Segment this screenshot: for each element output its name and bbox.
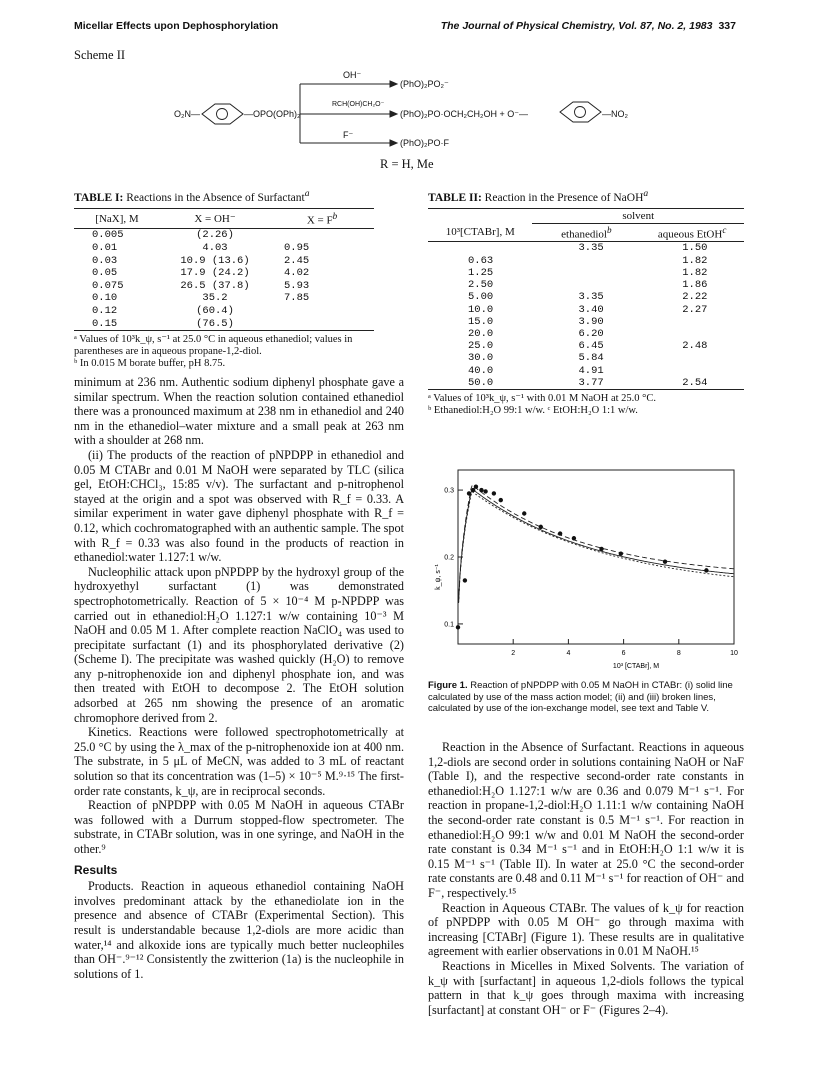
results-heading: Results	[74, 862, 118, 877]
x-tick-label: 10	[730, 650, 738, 657]
paragraph: minimum at 236 nm. Authentic sodium diphenyl phosphate gave a similar spectrum. When the reaction solution contained ethanediol there was a pronounced maximum at 238 nm in ethanediol and 240 nm in the ethanediol–water mixture and a small peak at 263 nm with a shoulder at 268 nm.	[74, 375, 404, 448]
table-2-header: 10³[CTABr], M	[445, 226, 515, 239]
table-row	[428, 316, 744, 328]
table-cell: 1.86	[682, 279, 708, 292]
page-number: 337	[718, 20, 736, 32]
figure-1-caption: Figure 1. Reaction of pNPDPP with 0.05 M NaOH in CTABr: (i) solid line calculated by use of the mass action model; (ii) and (iii) broken lines, calculated by use of the ion-exchange model, see text and Table V.	[428, 680, 733, 714]
table-cell: 0.15	[92, 317, 118, 330]
table-2-header: aqueous EtOH$^c$	[657, 224, 727, 241]
product-hydroxyethyl-ester: (PhO)₂PO·OCH₂CH₂OH + O⁻—	[400, 109, 528, 119]
scheme-r-definition: R = H, Me	[380, 157, 434, 171]
table-1-caption: TABLE I: Reactions in the Absence of Surfactant$^a$	[74, 188, 310, 204]
table-2-caption: TABLE II: Reaction in the Presence of NaOH$^a$	[428, 188, 649, 204]
paragraph: Reaction in the Absence of Surfactant. Reactions in aqueous 1,2-diols are second order in solutions containing NaOH or NaF (Table I), and the respective second-order rate constants in ethanediol:H₂O 1.127:1 w/w are 0.36 and 0.079 M⁻¹ s⁻¹. For reaction in propane-1,2-diol:H₂O 1.11:1 w/w containing NaOH the second-order rate constant is 0.5 M⁻¹ s⁻¹. For reaction in ethanediol:H₂O 99:1 w/w and 0.01 M NaOH the second-order rate constant is 0.34 M⁻¹ s⁻¹ and in EtOH:H₂O 1:1 w/w it is 0.15 M⁻¹ s⁻¹ (Table II). In water at 25.0 °C the second-order rate constants are 0.48 and 0.11 M⁻¹ s⁻¹ for reaction of OH⁻ and F⁻, respectively.¹⁵	[428, 740, 744, 900]
table-cell: 6.20	[578, 327, 604, 340]
table-cell: 7.85	[284, 292, 310, 305]
table-row	[74, 305, 374, 318]
table-cell: 2.48	[682, 340, 708, 353]
data-point	[663, 559, 667, 563]
table-cell: 15.0	[468, 315, 494, 328]
table-cell: 1.50	[682, 242, 708, 255]
table-cell: 35.2	[202, 292, 228, 305]
plot-frame	[458, 470, 734, 644]
diolate-reagent: RCH(OH)CH₂O⁻	[332, 101, 385, 108]
y-tick-label: 0.2	[444, 554, 454, 562]
table-row	[428, 377, 744, 390]
table-cell: 3.90	[578, 315, 604, 328]
table-2-footnote-b: ᵇ Ethanediol:H₂O 99:1 w/w. ᶜ EtOH:H₂O 1:1 w/w.	[428, 404, 638, 416]
table-cell	[640, 328, 744, 340]
table-cell: 0.10	[92, 292, 118, 305]
table-1-footnote-b: ᵇ In 0.015 M borate buffer, pH 8.75.	[74, 358, 226, 370]
table-cell: 40.0	[468, 364, 494, 377]
x-tick-label: 6	[621, 650, 626, 657]
table-cell: 50.0	[468, 376, 494, 389]
table-cell: 4.91	[578, 364, 604, 377]
paragraph: Products. Reaction in aqueous ethanediol containing NaOH involves predominant attack by the ethanediolate ion in the presence and absence of CTABr (Experimental Section). This result is understandable because 1,2-diols are more acidic than water,¹⁴ and alkoxide ions are typically much better nucleophiles than OH⁻.⁹⁻¹² Consistently the zwitterion (1a) is the nucleophile in solutions of 1.	[74, 879, 404, 981]
table-row	[428, 291, 744, 303]
fluoride-reagent: F⁻	[343, 130, 354, 140]
x-axis-label: 10³ [CTABr], M	[612, 663, 660, 670]
table-row	[428, 267, 744, 279]
table-2-solvent-header: solvent	[532, 208, 744, 223]
table-row	[74, 318, 374, 331]
table-cell: 1.25	[468, 266, 494, 279]
table-cell: 5.93	[284, 279, 310, 292]
table-row	[428, 279, 744, 291]
table-cell	[640, 352, 744, 364]
table-cell: 10.9 (13.6)	[180, 254, 250, 267]
table-cell: 0.075	[92, 279, 124, 292]
x-tick-label: 2	[511, 650, 516, 657]
table-cell: 1.82	[682, 254, 708, 267]
y-tick-label: 0.1	[444, 621, 454, 629]
product-nitrophenoxide-end: —NO₂	[602, 109, 628, 119]
table-row	[74, 229, 374, 242]
data-point	[479, 488, 483, 492]
table-cell: 10.0	[468, 303, 494, 316]
table-cell: (60.4)	[196, 305, 234, 318]
mass-action-model-curve	[459, 489, 734, 602]
data-point	[483, 489, 487, 493]
table-cell: 20.0	[468, 327, 494, 340]
table-cell: 25.0	[468, 340, 494, 353]
table-cell: 17.9 (24.2)	[180, 267, 250, 280]
left-column-text	[74, 375, 404, 981]
table-row	[428, 365, 744, 377]
data-point	[558, 531, 562, 535]
table-cell: 0.03	[92, 254, 118, 267]
table-cell: 0.005	[92, 229, 124, 242]
table-cell: 0.95	[284, 242, 310, 255]
table-cell: 5.84	[578, 352, 604, 365]
paragraph: Nucleophilic attack upon pNPDPP by the hydroxyl group of the hydroxyethyl surfactant (1) was demonstrated spectrophotometrically. Reaction of 5 × 10⁻⁴ M p-NPDPP was carried out in ethanediol:H₂O 1.127:1 w/w containing 10⁻³ M NaOH and 0.05 M 1. After complete reaction NaClO₄ was used to precipitate surfactant (1) and its phosphorylated derivative (2) (Scheme I). The precipitate was washed quickly (H₂O) to remove any p-nitrophenoxide ion and diphenyl phosphate ion, and was then treated with EtOH to decompose 2. The EtOH solution adsorbed at 265 nm showing the presence of an aromatic chromophore derived from 2.	[74, 564, 404, 725]
y-axis-label: k_ψ, s⁻¹	[435, 564, 442, 590]
data-point	[704, 568, 708, 572]
data-point	[467, 491, 471, 495]
table-cell: 3.40	[578, 303, 604, 316]
table-row	[428, 242, 744, 255]
table-row	[428, 352, 744, 364]
table-row	[74, 292, 374, 305]
paragraph: Reaction of pNPDPP with 0.05 M NaOH in aqueous CTABr was followed with a Durrum stopped-flow spectrometer. The substrate, in CTABr solution, was in one syringe, and NaOH in the other.⁹	[74, 798, 404, 856]
table-cell: 30.0	[468, 352, 494, 365]
data-point	[499, 498, 503, 502]
table-cell: 2.50	[468, 279, 494, 292]
table-row	[428, 255, 744, 267]
table-row	[74, 255, 374, 268]
table-cell: 26.5 (37.8)	[180, 279, 250, 292]
running-header-left: Micellar Effects upon Dephosphorylation	[74, 20, 279, 32]
paragraph: (ii) The products of the reaction of pNPDPP in ethanediol and 0.05 M CTABr and 0.01 M NaOH were separated by TLC (silica gel, EtOH:CHCl₃, 15:85 v/v). The surfactant and p-nitrophenol stayed at the origin and a spot was observed with R_f = 0.33. A similar experiment in water gave diphenyl phosphate with R_f = 0.12, which cochromatographed with an authentic sample. The spot with R_f = 0.33 was also found in the products of reaction in ethanediol:water 1.127:1 w/w.	[74, 447, 404, 565]
table-cell	[532, 267, 640, 279]
table-cell: 3.35	[578, 291, 604, 304]
product-fluorophosphate: (PhO)₂PO·F	[400, 138, 449, 148]
data-point	[539, 525, 543, 529]
table-row	[428, 328, 744, 340]
table-cell	[532, 255, 640, 267]
data-point	[599, 547, 603, 551]
paragraph: Reaction in Aqueous CTABr. The values of k_ψ for reaction of pNPDPP with 0.05 M OH⁻ go through maxima with increasing [CTABr] (Figure 1). These results are in qualitative agreement with earlier observations in 0.01 M NaOH.¹⁵	[428, 900, 744, 959]
data-point	[474, 485, 478, 489]
table-cell	[270, 318, 374, 331]
table-cell: 6.45	[578, 340, 604, 353]
data-point	[572, 536, 576, 540]
table-1-footnote-a: ᵃ Values of 10³k_ψ, s⁻¹ at 25.0 °C in aqueous ethanediol; values in parentheses are in aqueous propane-1,2-diol.	[74, 334, 353, 358]
table-row	[74, 267, 374, 280]
table-row	[74, 280, 374, 293]
table-2	[428, 188, 744, 417]
data-point	[619, 551, 623, 555]
table-cell	[640, 365, 744, 377]
table-cell: 2.27	[682, 303, 708, 316]
table-cell: 3.35	[578, 242, 604, 255]
y-tick-label: 0.3	[444, 487, 454, 495]
phosphate-ester-label: —OPO(OPh)₂	[244, 109, 301, 119]
table-2-footnote-a: ᵃ Values of 10³k_ψ, s⁻¹ with 0.01 M NaOH at 25.0 °C.	[428, 392, 656, 404]
table-1	[74, 188, 404, 370]
data-point	[463, 578, 467, 582]
table-cell	[428, 242, 532, 255]
table-cell: 3.77	[578, 376, 604, 389]
table-row	[428, 304, 744, 316]
data-point	[492, 491, 496, 495]
table-cell	[640, 316, 744, 328]
table-cell: 2.54	[682, 376, 708, 389]
table-1-header: [NaX], M	[74, 208, 160, 229]
scheme-label: Scheme II	[74, 48, 126, 62]
table-1-grid	[74, 208, 374, 331]
figure-1-chart	[428, 462, 744, 672]
scheme-diagram	[0, 0, 820, 180]
benzene-ring-right	[560, 102, 601, 122]
data-point	[456, 625, 460, 629]
table-cell: 4.03	[202, 242, 228, 255]
table-row	[74, 242, 374, 255]
table-cell: 0.01	[92, 242, 118, 255]
table-1-header: $X = F^b$	[270, 208, 374, 229]
table-cell	[270, 305, 374, 318]
right-column-text	[428, 740, 744, 1017]
table-row	[428, 340, 744, 352]
paragraph: Kinetics. Reactions were followed spectrophotometrically at 25.0 °C by using the λ_max of the p-nitrophenoxide ion at 400 nm. The substrate, in 5 μL of MeCN, was added to 3 mL of reactant solution so that its concentration was (1–5) × 10⁻⁵ M.⁹·¹⁵ The first-order rate constants, k_ψ, are in reciprocal seconds.	[74, 725, 404, 798]
benzene-ring-left	[202, 104, 243, 124]
table-2-header: ethanediol$^b$	[561, 224, 612, 241]
journal-citation: The Journal of Physical Chemistry, Vol. 87, No. 2, 1983	[440, 20, 713, 32]
ion-exchange-model-curve	[459, 485, 734, 601]
data-point	[522, 511, 526, 515]
nitro-group-label: O₂N—	[174, 109, 200, 119]
table-cell: 1.82	[682, 266, 708, 279]
x-tick-label: 8	[676, 650, 681, 657]
table-cell: 0.05	[92, 267, 118, 280]
table-cell: 2.45	[284, 254, 310, 267]
table-cell: (76.5)	[196, 317, 234, 330]
product-diphenyl-phosphate: (PhO)₂PO₂⁻	[400, 79, 449, 89]
table-2-grid	[428, 208, 744, 390]
table-cell	[532, 279, 640, 291]
table-cell: 2.22	[682, 291, 708, 304]
paragraph: Reactions in Micelles in Mixed Solvents. The variation of k_ψ with [surfactant] in aqueous 1,2-diols follows the typical pattern in that k_ψ goes through maxima with increasing [surfactant] at constant OH⁻ or F⁻ (Figures 2–4).	[428, 958, 744, 1017]
hydroxide-reagent: OH⁻	[343, 70, 362, 80]
table-cell: 4.02	[284, 267, 310, 280]
table-cell	[270, 229, 374, 242]
table-cell: 5.00	[468, 291, 494, 304]
table-cell: 0.63	[468, 254, 494, 267]
table-cell: (2.26)	[196, 229, 234, 242]
table-1-header: X = OH⁻	[160, 208, 270, 229]
x-tick-label: 4	[566, 650, 571, 657]
table-cell: 0.12	[92, 305, 118, 318]
